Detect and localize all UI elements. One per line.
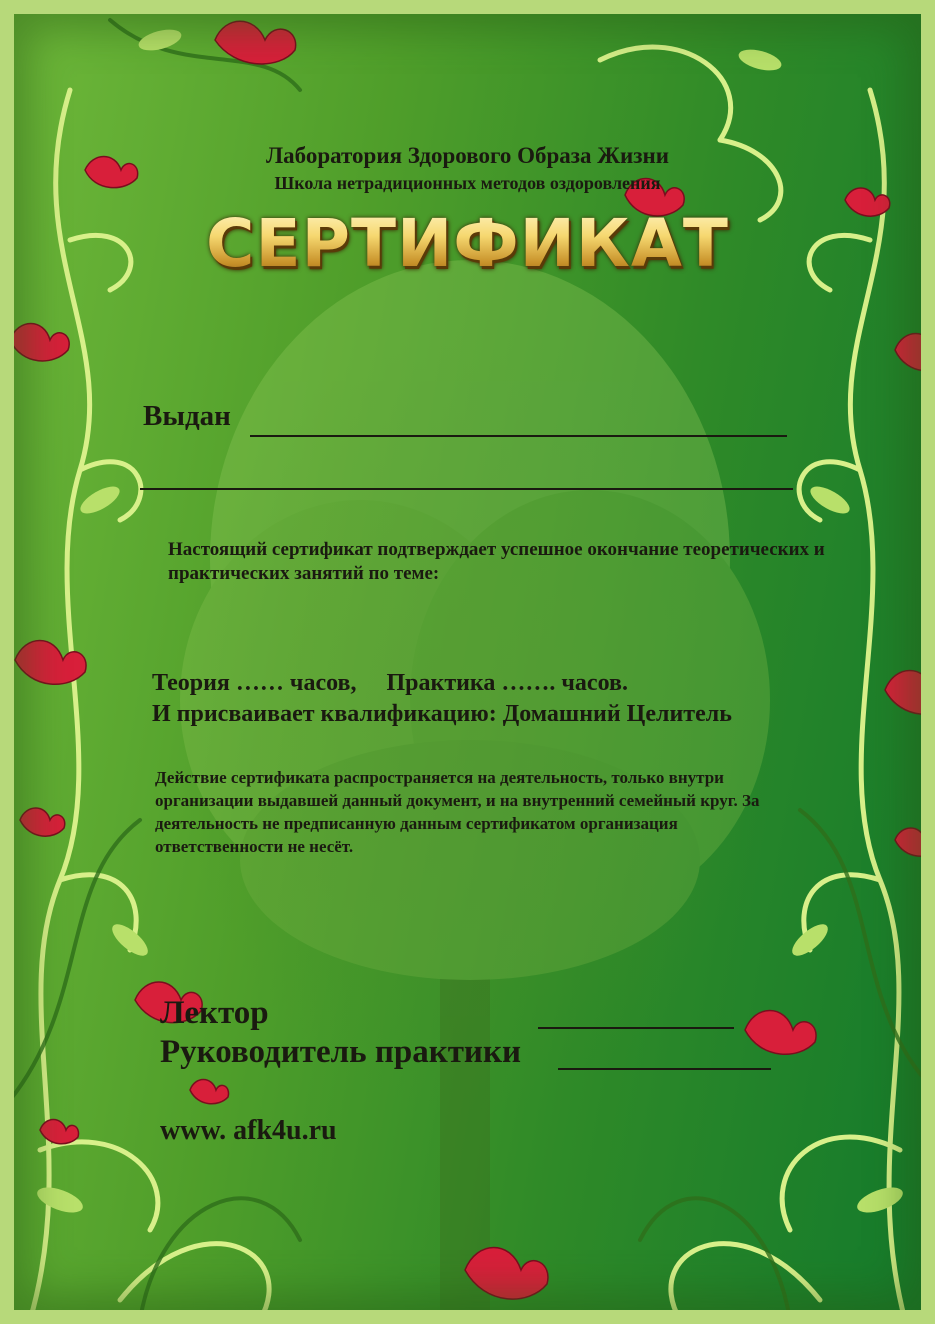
hours-block — [152, 668, 872, 730]
practice-head-signature-line[interactable] — [558, 1068, 771, 1070]
issued-to-line-2[interactable] — [140, 488, 793, 490]
validity-notice: Действие сертификата распространяется на деятельность, только внутри организации выдавшей данный документ, и на внутренний семейный круг. За деятельность не предписанную данным сертификатом организация ответственности не несёт. — [155, 768, 760, 856]
issued-to-line-1[interactable] — [250, 435, 787, 437]
website-link[interactable]: www. afk4u.ru — [160, 1115, 337, 1146]
qualification-text: И присваивает квалификацию: Домашний Целитель — [152, 701, 732, 727]
certificate-title: СЕРТИФИКАТ — [0, 205, 935, 282]
lecturer-label: Лектор — [160, 995, 269, 1031]
lecturer-signature-line[interactable] — [538, 1027, 734, 1029]
school-name: Школа нетрадиционных методов оздоровления — [274, 173, 661, 193]
theory-hours: Теория …… часов, — [152, 670, 357, 696]
confirmation-text: Настоящий сертификат подтверждает успешное окончание теоретических и практических занятий по теме: — [168, 539, 825, 584]
organization-name: Лаборатория Здорового Образа Жизни — [266, 143, 669, 168]
practice-hours: Практика ……. часов. — [386, 670, 628, 696]
practice-head-label: Руководитель практики — [160, 1034, 521, 1070]
issued-label: Выдан — [143, 400, 231, 432]
